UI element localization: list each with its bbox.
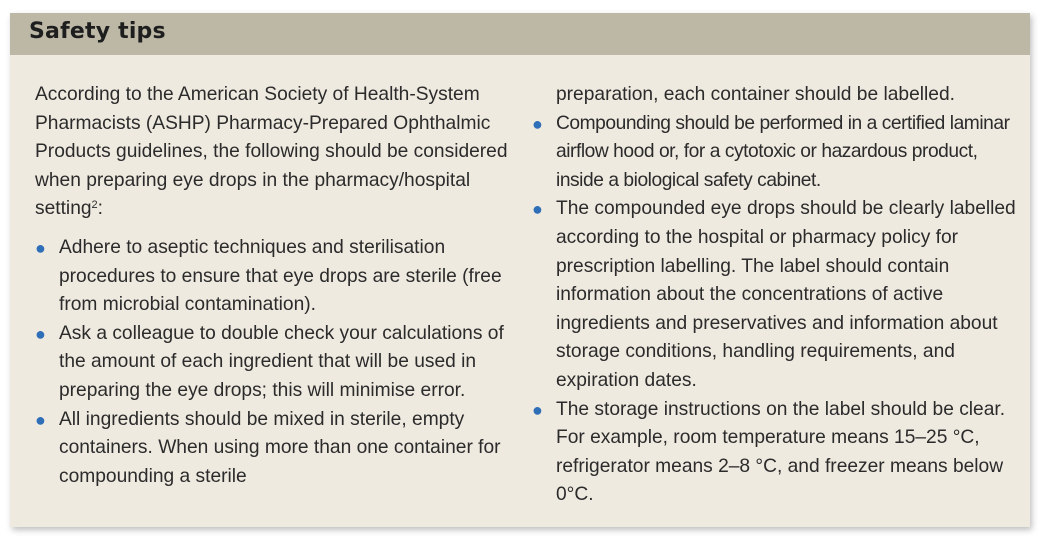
tip-item (532, 396, 1024, 510)
tip-item (532, 195, 1024, 395)
tip-item (35, 234, 520, 320)
safety-tips-title: Safety tips (29, 19, 166, 44)
tip-text: All ingredients should be mixed in sterile, empty containers. When using more than one container for compounding a sterile (59, 408, 501, 487)
bullet-icon: ● (532, 399, 543, 420)
safety-tips-box (10, 13, 1030, 527)
tip-text: The compounded eye drops should be clearly labelled according to the hospital or pharmacy policy for prescription labelling. The label should contain information about the concentrations of active ingredients and preservatives and information about storage conditions, handling requirements, and expiration dates. (556, 198, 1016, 391)
tips-list-right (532, 110, 1024, 510)
tips-list-left (35, 234, 520, 491)
tip-item (35, 320, 520, 406)
bullet-icon: ● (532, 199, 543, 220)
bullet-icon: ● (532, 113, 543, 134)
intro-paragraph (35, 81, 520, 224)
tip-text: Ask a colleague to double check your calculations of the amount of each ingredient that will be used in preparing the eye drops; this will minimise error. (59, 322, 504, 401)
tip-text: Adhere to aseptic techniques and sterilisation procedures to ensure that eye drops are sterile (free from microbial contamination). (59, 236, 502, 316)
intro-suffix: : (97, 198, 104, 220)
bullet-icon: ● (35, 323, 46, 344)
tip-text: Compounding should be performed in a certified laminar airflow hood or, for a cytotoxic or hazardous product, inside a biological safety cabinet. (556, 112, 1010, 191)
right-column (532, 81, 1024, 510)
tip-continuation: preparation, each container should be labelled. (556, 84, 955, 105)
left-column (35, 81, 520, 491)
safety-tips-header (10, 13, 1030, 55)
tip-item (35, 406, 520, 492)
intro-text: According to the American Society of Health-System Pharmacists (ASHP) Pharmacy-Prepared Ophthalmic Products guidelines, the following should be considered when preparing eye drops in the pharmacy/hospital setting (35, 84, 508, 220)
bullet-icon: ● (35, 409, 46, 430)
reference-superscript: 2 (91, 199, 98, 212)
tip-item (532, 110, 1024, 196)
tip-text: The storage instructions on the label should be clear. For example, room temperature means 15–25 °C, refrigerator means 2–8 °C, and freezer means below 0°C. (556, 398, 1006, 506)
bullet-icon: ● (35, 237, 46, 258)
